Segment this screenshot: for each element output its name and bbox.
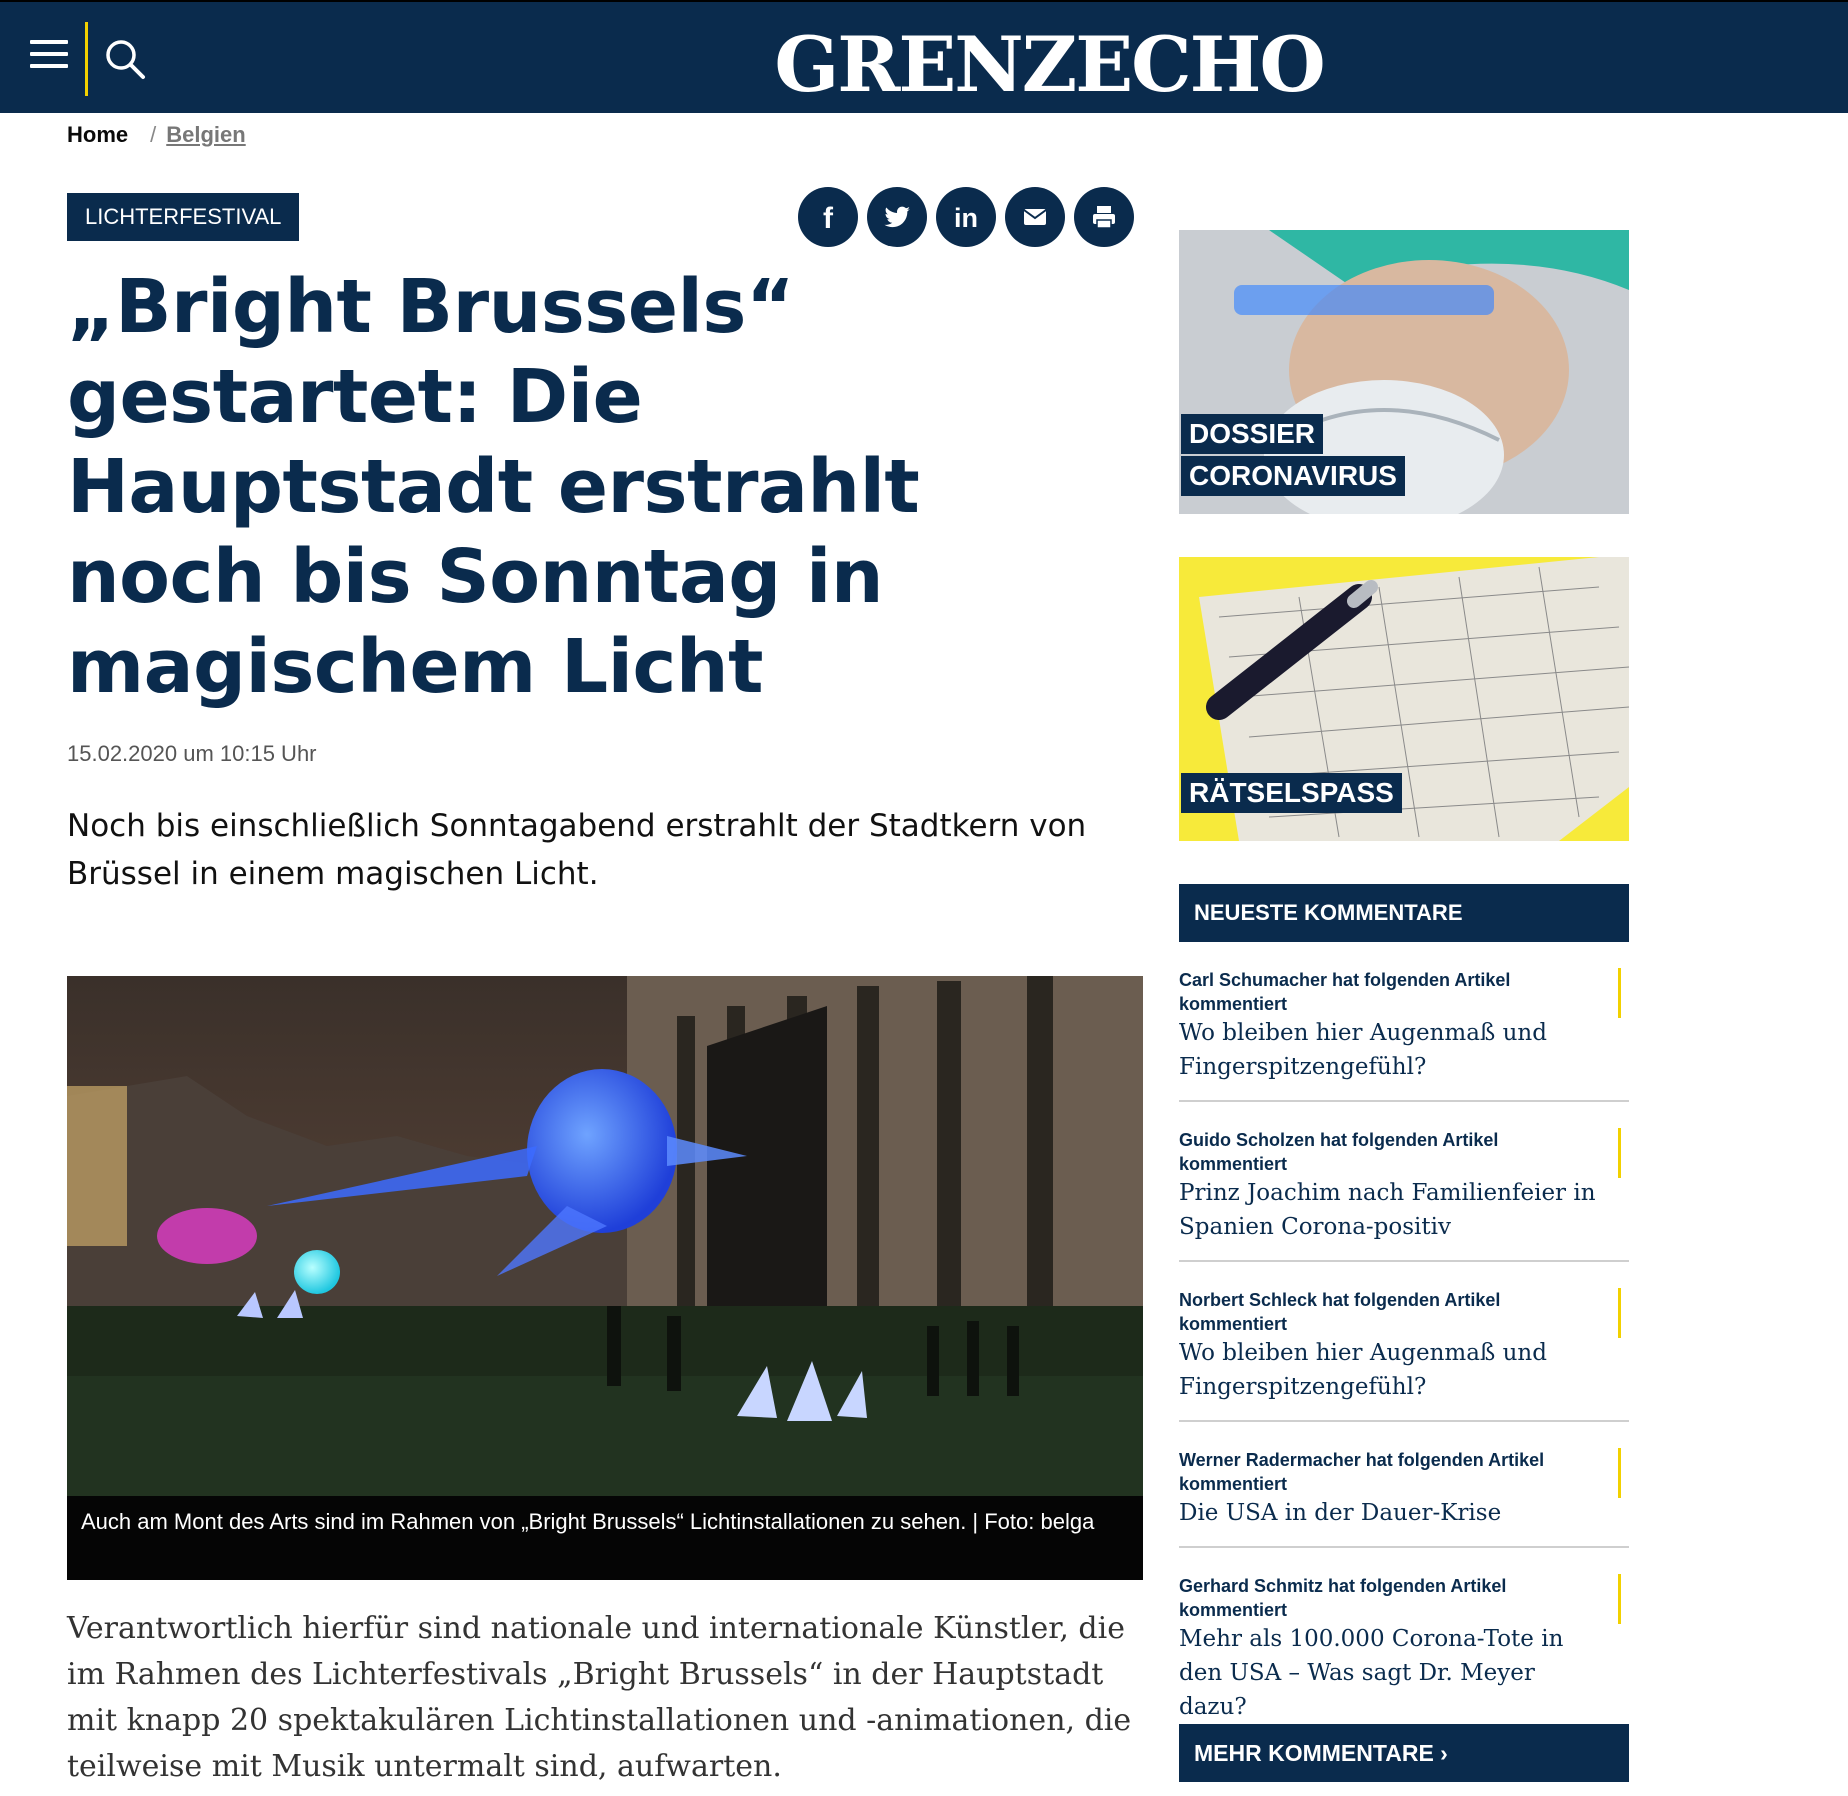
breadcrumb-separator: / <box>150 122 157 147</box>
article-lead: Noch bis einschließlich Sonntagabend erstrahlt der Stadtkern von Brüssel in einem magischen Licht. <box>67 808 1087 892</box>
comment-accent-bar <box>1618 1574 1621 1624</box>
svg-text:f: f <box>823 202 833 235</box>
svg-text:in: in <box>954 203 978 233</box>
article-date: 15.02.2020 um 10:15 Uhr <box>67 741 317 766</box>
breadcrumb-home[interactable]: Home <box>67 122 129 147</box>
comments-heading: NEUESTE KOMMENTARE <box>1179 884 1629 942</box>
comment-article-title[interactable]: Die USA in der Dauer-Krise <box>1179 1500 1502 1526</box>
promo-puzzle[interactable] <box>1179 557 1629 841</box>
comment-author: Norbert Schleck hat folgenden Artikel kommentiert <box>1179 1290 1501 1334</box>
more-comments-button[interactable]: MEHR KOMMENTARE › <box>1179 1724 1629 1782</box>
comment-author: Gerhard Schmitz hat folgenden Artikel kommentiert <box>1179 1576 1507 1620</box>
photo-caption: Auch am Mont des Arts sind im Rahmen von „Bright Brussels“ Lichtinstallationen zu sehen. | Foto: belga <box>67 1496 1143 1580</box>
comment-accent-bar <box>1618 1288 1621 1338</box>
promo-coronavirus[interactable] <box>1179 230 1629 514</box>
comment-author: Guido Scholzen hat folgenden Artikel kommentiert <box>1179 1130 1499 1174</box>
comment-accent-bar <box>1618 1448 1621 1498</box>
comment-article-title[interactable]: Wo bleiben hier Augenmaß und Fingerspitzengefühl? <box>1179 1020 1547 1080</box>
comment-article-title[interactable]: Prinz Joachim nach Familienfeier in Spanien Corona-positiv <box>1179 1180 1596 1240</box>
comment-accent-bar <box>1618 968 1621 1018</box>
twitter-icon[interactable] <box>867 187 927 247</box>
print-icon[interactable] <box>1074 187 1134 247</box>
comment-item[interactable] <box>1179 1574 1629 1720</box>
comment-item[interactable] <box>1179 1448 1629 1548</box>
comment-author: Carl Schumacher hat folgenden Artikel kommentiert <box>1179 970 1511 1014</box>
comment-accent-bar <box>1618 1128 1621 1178</box>
article-headline: „Bright Brussels“ gestartet: Die Hauptstadt erstrahlt noch bis Sonntag in magischem Licht <box>67 264 920 710</box>
comment-article-title[interactable]: Mehr als 100.000 Corona-Tote in den USA – Was sagt Dr. Meyer dazu? <box>1179 1626 1564 1720</box>
article-photo[interactable] <box>67 976 1143 1496</box>
article-body: Verantwortlich hierfür sind nationale und internationale Künstler, die im Rahmen des Lichterfestivals „Bright Brussels“ in der Hauptstadt mit knapp 20 spektakulären Lichtinstallationen und -animationen, die teilweise mit Musik untermalt sind, aufwarten. <box>67 1611 1132 1784</box>
comment-item[interactable] <box>1179 1288 1629 1422</box>
comment-author: Werner Radermacher hat folgenden Artikel kommentiert <box>1179 1450 1545 1494</box>
email-icon[interactable] <box>1005 187 1065 247</box>
linkedin-icon[interactable] <box>936 187 996 247</box>
category-tag[interactable]: LICHTERFESTIVAL <box>67 193 299 241</box>
promo-corona-line2: CORONAVIRUS <box>1181 456 1405 496</box>
breadcrumb-current[interactable]: Belgien <box>166 122 246 147</box>
comment-item[interactable] <box>1179 968 1629 1102</box>
comment-article-title[interactable]: Wo bleiben hier Augenmaß und Fingerspitzengefühl? <box>1179 1340 1547 1400</box>
promo-puzzle-label: RÄTSELSPASS <box>1181 773 1402 813</box>
promo-corona-line1: DOSSIER <box>1181 414 1323 454</box>
facebook-icon[interactable] <box>798 187 858 247</box>
comment-item[interactable] <box>1179 1128 1629 1262</box>
site-logo[interactable]: GRENZECHO <box>774 20 1324 109</box>
breadcrumb <box>67 122 246 148</box>
site-header <box>0 0 1848 113</box>
